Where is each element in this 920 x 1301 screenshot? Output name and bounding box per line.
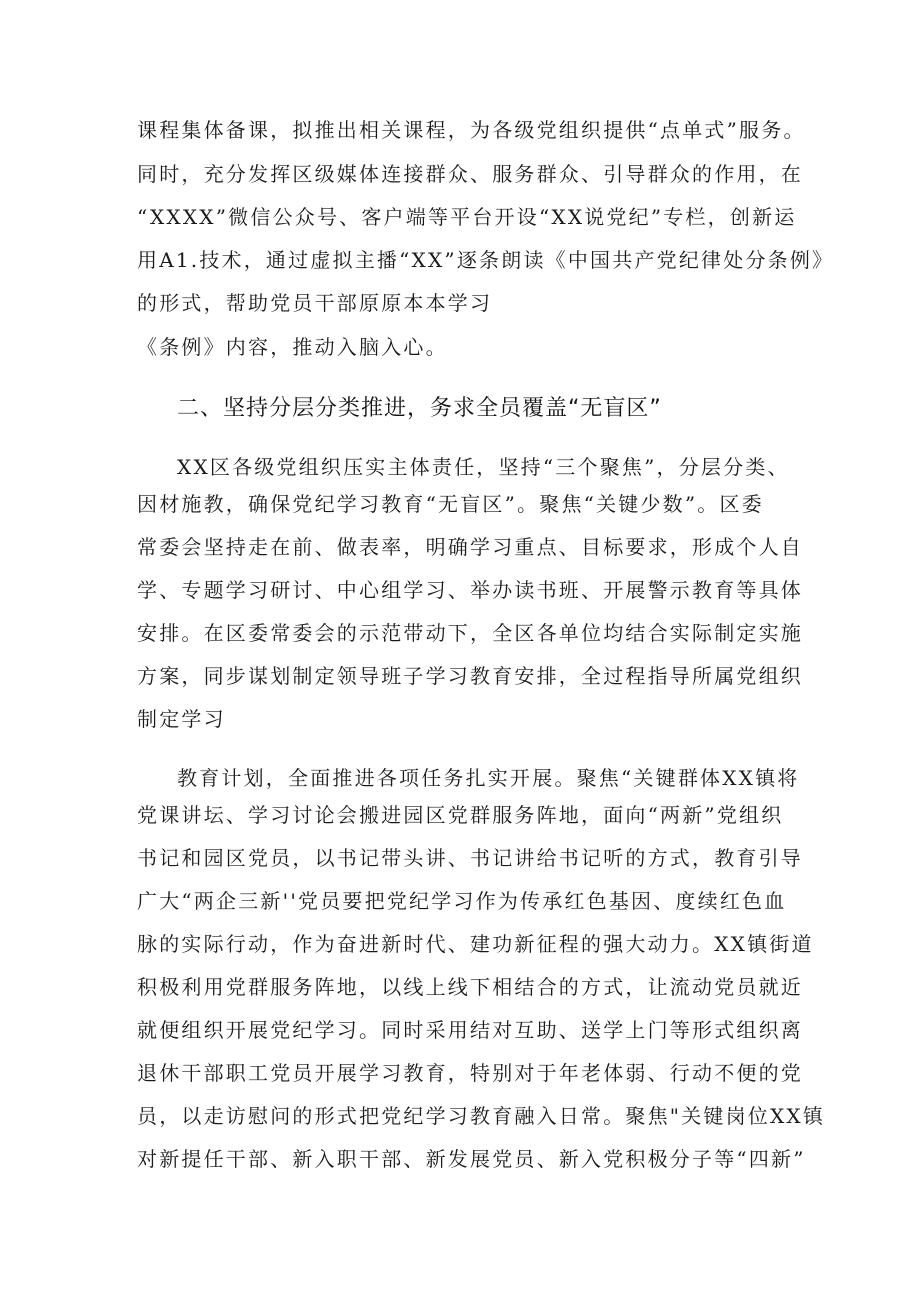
paragraph-line: 常委会坚持走在前、做表率，明确学习重点、目标要求，形成个人自	[137, 535, 803, 559]
section-heading: 二、坚持分层分类推进，务求全员覆盖“无盲区”	[177, 396, 662, 421]
paragraph-line: “XXXX”微信公众号、客户端等平台开设“XX说党纪”专栏，创新运	[137, 205, 797, 229]
paragraph-line: 积极利用党群服务阵地，以线上线下相结合的方式，让流动党员就近	[137, 975, 803, 999]
paragraph-line: 对新提任干部、新入职干部、新发展党员、新入党积极分子等“四新”	[137, 1147, 806, 1171]
paragraph-line: 制定学习	[137, 707, 226, 731]
paragraph-line: XX区各级党组织压实主体责任，坚持“三个聚焦”，分层分类、	[177, 455, 790, 479]
paragraph-line: 退休干部职工党员开展学习教育，特别对于年老体弱、行动不便的党	[137, 1061, 803, 1085]
paragraph-line: 广大“两企三新''党员要把党纪学习作为传承红色基因、度续红色血	[137, 889, 787, 913]
paragraph-line: 的形式，帮助党员干部原原本本学习	[137, 291, 493, 315]
paragraph-line: 员，以走访慰问的形式把党纪学习教育融入日常。聚焦"关键岗位XX镇	[137, 1104, 826, 1128]
paragraph-line: 方案，同步谋划制定领导班子学习教育安排，全过程指导所属党组织	[137, 664, 803, 688]
paragraph-line: 就便组织开展党纪学习。同时采用结对互助、送学上门等形式组织离	[137, 1018, 803, 1042]
paragraph-line: 脉的实际行动，作为奋进新时代、建功新征程的强大动力。XX镇街道	[137, 932, 814, 956]
paragraph-line: 《条例》内容，推动入脑入心。	[137, 335, 448, 359]
paragraph-line: 党课讲坛、学习讨论会搬进园区党群服务阵地，面向“两新”党组织	[137, 803, 784, 827]
paragraph-line: 书记和园区党员，以书记带头讲、书记讲给书记听的方式，教育引导	[137, 846, 803, 870]
paragraph-line: 学、专题学习研讨、中心组学习、举办读书班、开展警示教育等具体	[137, 578, 803, 602]
paragraph-line: 教育计划，全面推进各项任务扎实开展。聚焦“关键群体XX镇将	[177, 766, 800, 790]
paragraph-line: 课程集体备课，拟推出相关课程，为各级党组织提供“点单式”服务。	[137, 118, 806, 142]
paragraph-line: 安排。在区委常委会的示范带动下，全区各单位均结合实际制定实施	[137, 621, 803, 645]
paragraph-line: 同时，充分发挥区级媒体连接群众、服务群众、引导群众的作用，在	[137, 162, 803, 186]
paragraph-line: 因材施教，确保党纪学习教育“无盲区”。聚焦“关键少数”。区委	[137, 492, 764, 516]
paragraph-line: 用A1.技术，通过虚拟主播“XX”逐条朗读《中国共产党纪律处分条例》	[137, 248, 835, 272]
